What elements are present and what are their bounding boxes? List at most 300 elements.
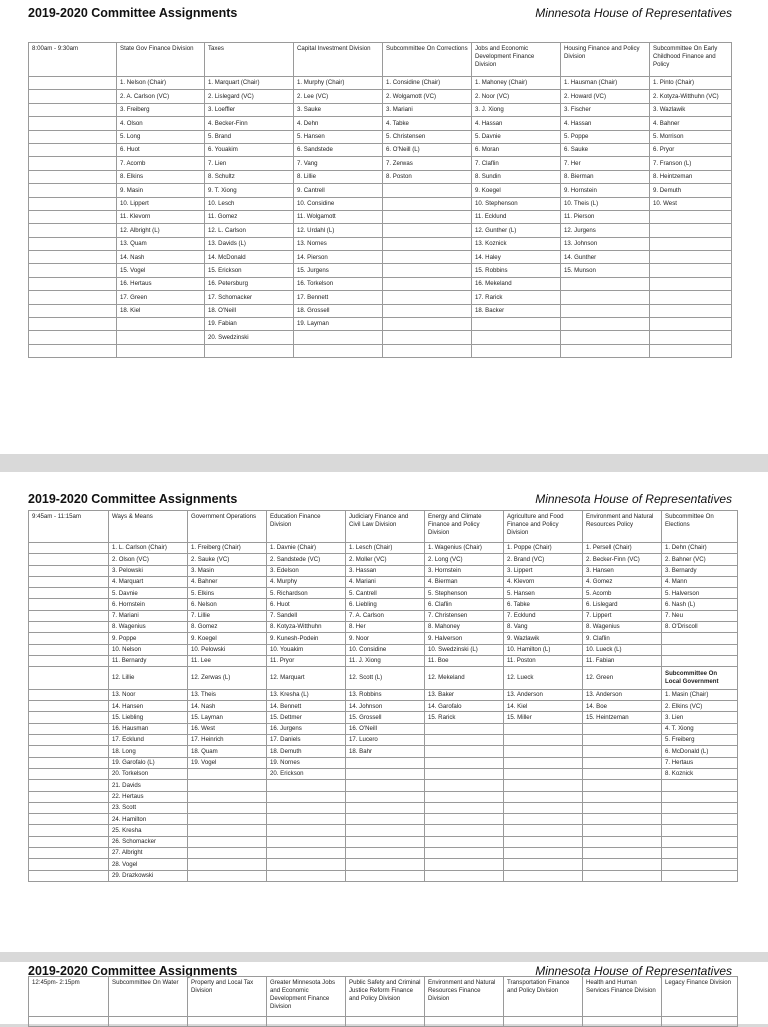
member-cell: 2. Kotyza-Witthuhn (VC) [650, 90, 732, 103]
member-cell: 15. Miller [504, 712, 583, 723]
empty-cell [346, 870, 425, 881]
empty-cell [29, 780, 109, 791]
member-cell: 10. Theis (L) [561, 197, 650, 210]
committee-header: Property and Local Tax Division [188, 977, 267, 1017]
member-cell: 12. Albright (L) [117, 224, 205, 237]
table-row [29, 825, 738, 836]
member-cell: 22. Hertaus [109, 791, 188, 802]
table-row [29, 599, 738, 610]
empty-cell [267, 791, 346, 802]
member-cell: 29. Drazkowski [109, 870, 188, 881]
member-cell: 1. Wagenius (Chair) [425, 543, 504, 554]
empty-cell [346, 836, 425, 847]
document-title: 2019-2020 Committee Assignments [28, 492, 238, 506]
committee-header: Energy and Climate Finance and Policy Division [425, 511, 504, 543]
empty-cell [504, 735, 583, 746]
member-cell: 4. Mariani [346, 576, 425, 587]
empty-cell [29, 130, 117, 143]
member-cell: 5. Davnie [109, 588, 188, 599]
empty-cell [650, 291, 732, 304]
empty-cell [29, 712, 109, 723]
member-cell: 17. Heinrich [188, 735, 267, 746]
member-cell: 6. O'Neill (L) [383, 143, 472, 156]
empty-cell [29, 77, 117, 90]
member-cell: 18. O'Neill [205, 304, 294, 317]
member-cell: 2. Sauke (VC) [188, 554, 267, 565]
committee-header: Subcommittee On Local Government [662, 667, 738, 690]
empty-cell [583, 870, 662, 881]
member-cell: 3. Pelowski [109, 565, 188, 576]
member-cell: 2. A. Carlson (VC) [117, 90, 205, 103]
table-row [29, 344, 732, 357]
member-cell: 6. Huot [267, 599, 346, 610]
empty-cell [29, 746, 109, 757]
table-row [29, 543, 738, 554]
table-row [29, 251, 732, 264]
member-cell: 7. Christensen [425, 610, 504, 621]
empty-cell [662, 814, 738, 825]
empty-cell [29, 103, 117, 116]
empty-cell [29, 870, 109, 881]
empty-cell [662, 802, 738, 813]
member-cell: 10. Lueck (L) [583, 644, 662, 655]
member-cell: 8. Wagenius [109, 622, 188, 633]
member-cell: 7. Franson (L) [650, 157, 732, 170]
empty-cell [29, 735, 109, 746]
member-cell: 14. McDonald [205, 251, 294, 264]
empty-cell [29, 291, 117, 304]
member-cell: 15. Vogel [117, 264, 205, 277]
empty-cell [29, 264, 117, 277]
empty-cell [583, 802, 662, 813]
empty-cell [267, 836, 346, 847]
empty-cell [383, 318, 472, 331]
member-cell: 1. Pinto (Chair) [650, 77, 732, 90]
empty-cell [29, 251, 117, 264]
empty-cell [583, 757, 662, 768]
empty-cell [294, 331, 383, 344]
member-cell: 8. O'Driscoll [662, 622, 738, 633]
member-cell: 14. Kiel [504, 701, 583, 712]
house-name: Minnesota House of Representatives [535, 492, 732, 506]
table-row [29, 1017, 738, 1027]
member-cell: 5. Davnie [472, 130, 561, 143]
member-cell: 1. Hausman (Chair) [561, 77, 650, 90]
member-cell: 6. Nelson [188, 599, 267, 610]
member-cell: 13. Robbins [346, 689, 425, 700]
page-2 [0, 472, 768, 952]
empty-cell [29, 757, 109, 768]
member-cell: 7. Sandell [267, 610, 346, 621]
member-cell: 15. Munson [561, 264, 650, 277]
empty-cell [561, 291, 650, 304]
member-cell: 6. Moran [472, 143, 561, 156]
member-cell: 2. Sandstede (VC) [267, 554, 346, 565]
committee-header: Environment and Natural Resources Finance Division [425, 977, 504, 1017]
empty-cell [583, 1017, 662, 1027]
empty-cell [267, 814, 346, 825]
member-cell: 19. Layman [294, 318, 383, 331]
table-row [29, 90, 732, 103]
member-cell: 8. Elkins [117, 170, 205, 183]
member-cell: 8. Vang [504, 622, 583, 633]
member-cell: 2. Moller (VC) [346, 554, 425, 565]
member-cell: 12. Marquart [267, 667, 346, 690]
member-cell: 16. Torkelson [294, 277, 383, 290]
member-cell: 8. Schultz [205, 170, 294, 183]
empty-cell [425, 814, 504, 825]
committee-header: Ways & Means [109, 511, 188, 543]
member-cell: 3. Bernardy [662, 565, 738, 576]
member-cell: 2. Elkins (VC) [662, 701, 738, 712]
member-cell: 10. Nelson [109, 644, 188, 655]
empty-cell [346, 859, 425, 870]
member-cell: 4. Marquart [109, 576, 188, 587]
member-cell: 17. Green [117, 291, 205, 304]
member-cell: 18. Bahr [346, 746, 425, 757]
empty-cell [383, 331, 472, 344]
member-cell: 11. Poston [504, 655, 583, 666]
empty-cell [504, 802, 583, 813]
table-row [29, 210, 732, 223]
empty-cell [662, 848, 738, 859]
member-cell: 3. Sauke [294, 103, 383, 116]
member-cell: 16. Hertaus [117, 277, 205, 290]
table-row [29, 712, 738, 723]
member-cell: 3. Freiberg [117, 103, 205, 116]
member-cell: 18. Backer [472, 304, 561, 317]
member-cell: 13. Johnson [561, 237, 650, 250]
empty-cell [29, 304, 117, 317]
empty-cell [583, 859, 662, 870]
member-cell: 26. Schomacker [109, 836, 188, 847]
table-row [29, 291, 732, 304]
member-cell: 1. Lesch (Chair) [346, 543, 425, 554]
member-cell: 9. Halverson [425, 633, 504, 644]
empty-cell [583, 836, 662, 847]
empty-cell [662, 1017, 738, 1027]
table-row [29, 791, 738, 802]
empty-cell [662, 780, 738, 791]
committee-header: Subcommittee On Corrections [383, 43, 472, 77]
table-row [29, 667, 738, 690]
empty-cell [188, 768, 267, 779]
empty-cell [29, 701, 109, 712]
member-cell: 14. Garofalo [425, 701, 504, 712]
empty-cell [188, 780, 267, 791]
member-cell: 7. Lippert [583, 610, 662, 621]
member-cell: 15. Heintzeman [583, 712, 662, 723]
member-cell: 5. Christensen [383, 130, 472, 143]
empty-cell [29, 170, 117, 183]
empty-cell [504, 791, 583, 802]
empty-cell [267, 1017, 346, 1027]
member-cell: 13. Koznick [472, 237, 561, 250]
member-cell: 3. Lien [662, 712, 738, 723]
member-cell: 25. Kresha [109, 825, 188, 836]
member-cell: 6. Huot [117, 143, 205, 156]
table-row [29, 565, 738, 576]
member-cell: 5. Hansen [504, 588, 583, 599]
page-header [28, 0, 732, 24]
empty-cell [583, 825, 662, 836]
empty-cell [383, 197, 472, 210]
empty-cell [267, 859, 346, 870]
member-cell: 4. T. Xiong [662, 723, 738, 734]
empty-cell [425, 836, 504, 847]
committee-header: Subcommittee On Elections [662, 511, 738, 543]
empty-cell [29, 143, 117, 156]
empty-cell [425, 802, 504, 813]
committee-header: Health and Human Services Finance Division [583, 977, 662, 1017]
member-cell: 10. Considine [346, 644, 425, 655]
member-cell: 12. Lueck [504, 667, 583, 690]
empty-cell [29, 543, 109, 554]
member-cell: 5. Hansen [294, 130, 383, 143]
empty-cell [29, 814, 109, 825]
committee-header: Public Safety and Criminal Justice Reform Finance and Policy Division [346, 977, 425, 1017]
empty-cell [425, 768, 504, 779]
house-name: Minnesota House of Representatives [535, 6, 732, 20]
time-slot: 9:45am - 11:15am [29, 511, 109, 543]
empty-cell [29, 210, 117, 223]
member-cell: 3. Loeffler [205, 103, 294, 116]
empty-cell [29, 610, 109, 621]
empty-cell [188, 836, 267, 847]
empty-cell [383, 210, 472, 223]
empty-cell [561, 331, 650, 344]
empty-cell [188, 814, 267, 825]
member-cell: 14. Johnson [346, 701, 425, 712]
empty-cell [504, 848, 583, 859]
member-cell: 9. Hornstein [561, 184, 650, 197]
member-cell: 17. Schomacker [205, 291, 294, 304]
document-title: 2019-2020 Committee Assignments [28, 6, 238, 20]
table-row [29, 304, 732, 317]
empty-cell [561, 304, 650, 317]
table-row [29, 814, 738, 825]
member-cell: 7. Neu [662, 610, 738, 621]
empty-cell [662, 836, 738, 847]
member-cell: 7. Her [561, 157, 650, 170]
member-cell: 12. Scott (L) [346, 667, 425, 690]
empty-cell [650, 251, 732, 264]
empty-cell [346, 780, 425, 791]
empty-cell [29, 768, 109, 779]
member-cell: 10. Stephenson [472, 197, 561, 210]
empty-cell [504, 814, 583, 825]
table-row [29, 117, 732, 130]
committee-header: Capital Investment Division [294, 43, 383, 77]
member-cell: 13. Theis [188, 689, 267, 700]
member-cell: 8. Lillie [294, 170, 383, 183]
member-cell: 7. Hertaus [662, 757, 738, 768]
member-cell: 14. Bennett [267, 701, 346, 712]
member-cell: 17. Rarick [472, 291, 561, 304]
member-cell: 8. Poston [383, 170, 472, 183]
member-cell: 5. Acomb [583, 588, 662, 599]
member-cell: 4. Bahner [188, 576, 267, 587]
empty-cell [29, 554, 109, 565]
member-cell: 15. Liebling [109, 712, 188, 723]
empty-cell [188, 848, 267, 859]
document-title: 2019-2020 Committee Assignments [28, 964, 238, 978]
empty-cell [29, 689, 109, 700]
empty-cell [29, 344, 117, 357]
member-cell: 17. Bennett [294, 291, 383, 304]
member-cell: 7. Lien [205, 157, 294, 170]
member-cell: 15. Robbins [472, 264, 561, 277]
member-cell: 10. Pelowski [188, 644, 267, 655]
house-name: Minnesota House of Representatives [535, 964, 732, 978]
member-cell: 1. Davnie (Chair) [267, 543, 346, 554]
empty-cell [188, 870, 267, 881]
table-row [29, 655, 738, 666]
member-cell: 6. Lislegard [583, 599, 662, 610]
committee-header: Jobs and Economic Development Finance Division [472, 43, 561, 77]
member-cell: 7. Vang [294, 157, 383, 170]
member-cell: 8. Bierman [561, 170, 650, 183]
member-cell: 23. Scott [109, 802, 188, 813]
table-row [29, 802, 738, 813]
member-cell: 7. Mariani [109, 610, 188, 621]
member-cell: 6. McDonald (L) [662, 746, 738, 757]
empty-cell [346, 848, 425, 859]
member-cell: 10. Lippert [117, 197, 205, 210]
empty-cell [346, 791, 425, 802]
member-cell: 10. Youakim [267, 644, 346, 655]
empty-cell [383, 237, 472, 250]
empty-cell [29, 331, 117, 344]
member-cell: 7. Acomb [117, 157, 205, 170]
empty-cell [650, 344, 732, 357]
committee-header: Taxes [205, 43, 294, 77]
member-cell: 2. Howard (VC) [561, 90, 650, 103]
table-row [29, 264, 732, 277]
member-cell: 20. Torkelson [109, 768, 188, 779]
member-cell: 1. Persell (Chair) [583, 543, 662, 554]
table-row [29, 768, 738, 779]
member-cell: 19. Garofalo (L) [109, 757, 188, 768]
member-cell: 3. Mariani [383, 103, 472, 116]
member-cell: 1. L. Carlson (Chair) [109, 543, 188, 554]
empty-cell [267, 780, 346, 791]
member-cell: 3. Lippert [504, 565, 583, 576]
member-cell: 2. Wolgamott (VC) [383, 90, 472, 103]
empty-cell [650, 264, 732, 277]
member-cell: 4. Bierman [425, 576, 504, 587]
member-cell: 13. Noor [109, 689, 188, 700]
member-cell: 2. Brand (VC) [504, 554, 583, 565]
member-cell: 27. Albright [109, 848, 188, 859]
member-cell: 9. Demuth [650, 184, 732, 197]
member-cell: 6. Liebling [346, 599, 425, 610]
member-cell: 9. Cantrell [294, 184, 383, 197]
member-cell: 6. Tabke [504, 599, 583, 610]
empty-cell [29, 1017, 109, 1027]
member-cell: 5. Poppe [561, 130, 650, 143]
member-cell: 20. Erickson [267, 768, 346, 779]
table-row [29, 576, 738, 587]
committee-header: Subcommittee On Water [109, 977, 188, 1017]
committee-header: Greater Minnesota Jobs and Economic Development Finance Division [267, 977, 346, 1017]
empty-cell [662, 859, 738, 870]
assignments-table-midmorning [28, 510, 738, 882]
empty-cell [188, 825, 267, 836]
empty-cell [117, 344, 205, 357]
empty-cell [650, 237, 732, 250]
member-cell: 20. Swedzinski [205, 331, 294, 344]
time-slot: 8:00am - 9:30am [29, 43, 117, 77]
empty-cell [425, 791, 504, 802]
member-cell: 18. Long [109, 746, 188, 757]
member-cell: 4. Tabke [383, 117, 472, 130]
table-row [29, 157, 732, 170]
empty-cell [425, 757, 504, 768]
table-row [29, 757, 738, 768]
empty-cell [383, 291, 472, 304]
member-cell: 10. Hamilton (L) [504, 644, 583, 655]
member-cell: 9. Masin [117, 184, 205, 197]
member-cell: 1. Dehn (Chair) [662, 543, 738, 554]
empty-cell [472, 318, 561, 331]
member-cell: 8. Heintzeman [650, 170, 732, 183]
member-cell: 11. Boe [425, 655, 504, 666]
empty-cell [29, 802, 109, 813]
empty-cell [504, 723, 583, 734]
member-cell: 2. Becker-Finn (VC) [583, 554, 662, 565]
empty-cell [504, 825, 583, 836]
empty-cell [29, 667, 109, 690]
empty-cell [383, 344, 472, 357]
member-cell: 18. Grossell [294, 304, 383, 317]
member-cell: 12. Green [583, 667, 662, 690]
member-cell: 3. Masin [188, 565, 267, 576]
empty-cell [583, 780, 662, 791]
empty-cell [662, 791, 738, 802]
member-cell: 13. Anderson [504, 689, 583, 700]
empty-cell [583, 814, 662, 825]
empty-cell [425, 859, 504, 870]
empty-cell [29, 622, 109, 633]
member-cell: 16. Hausman [109, 723, 188, 734]
member-cell: 14. Nash [117, 251, 205, 264]
committee-header: Subcommittee On Early Childhood Finance and Policy [650, 43, 732, 77]
empty-cell [425, 746, 504, 757]
table-row [29, 318, 732, 331]
empty-cell [650, 331, 732, 344]
page-1 [0, 0, 768, 454]
member-cell: 14. Hansen [109, 701, 188, 712]
empty-cell [504, 780, 583, 791]
table-row [29, 689, 738, 700]
member-cell: 18. Kiel [117, 304, 205, 317]
member-cell: 28. Vogel [109, 859, 188, 870]
empty-cell [583, 746, 662, 757]
empty-cell [504, 836, 583, 847]
table-row [29, 610, 738, 621]
member-cell: 1. Freiberg (Chair) [188, 543, 267, 554]
member-cell: 12. Mekeland [425, 667, 504, 690]
member-cell: 2. Bahner (VC) [662, 554, 738, 565]
member-cell: 8. Mahoney [425, 622, 504, 633]
empty-cell [561, 318, 650, 331]
table-row [29, 130, 732, 143]
table-row [29, 870, 738, 881]
empty-cell [504, 746, 583, 757]
member-cell: 9. Noor [346, 633, 425, 644]
empty-cell [29, 588, 109, 599]
